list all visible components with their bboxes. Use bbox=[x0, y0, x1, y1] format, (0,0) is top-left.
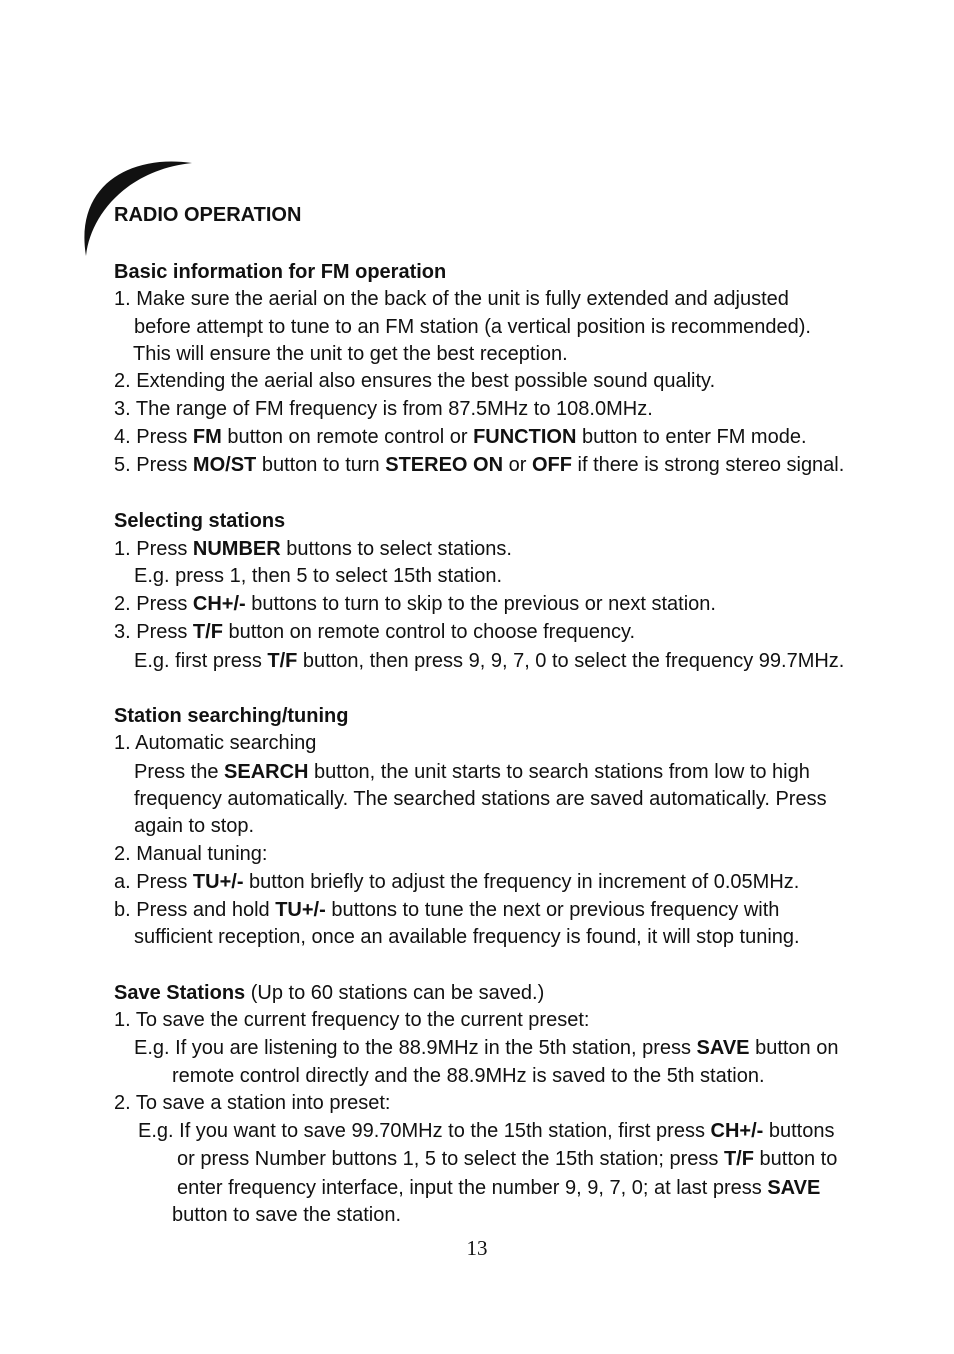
save-item-2-example: E.g. If you want to save 99.70MHz to the 15th station, first press CH+/- buttons bbox=[138, 1120, 835, 1142]
search-item-1-desc: Press the SEARCH button, the unit starts to search stations from low to high bbox=[134, 761, 810, 783]
heading-searching: Station searching/tuning bbox=[114, 705, 349, 727]
section-title: RADIO OPERATION bbox=[114, 204, 302, 226]
fm-item-1-cont: before attempt to tune to an FM station (a vertical position is recommended). bbox=[134, 316, 811, 338]
save-item-1-example-cont: remote control directly and the 88.9MHz is saved to the 5th station. bbox=[172, 1065, 765, 1087]
fm-item-2: 2. Extending the aerial also ensures the best possible sound quality. bbox=[114, 370, 716, 392]
search-item-b-cont: sufficient reception, once an available frequency is found, it will stop tuning. bbox=[134, 926, 800, 948]
search-item-1: 1. Automatic searching bbox=[114, 732, 317, 754]
search-item-2: 2. Manual tuning: bbox=[114, 843, 268, 865]
fm-item-3: 3. The range of FM frequency is from 87.5MHz to 108.0MHz. bbox=[114, 398, 653, 420]
search-item-1-desc3: again to stop. bbox=[134, 815, 255, 837]
fm-item-5: 5. Press MO/ST button to turn STEREO ON or OFF if there is strong stereo signal. bbox=[114, 454, 845, 476]
save-item-1: 1. To save the current frequency to the current preset: bbox=[114, 1009, 590, 1031]
save-item-2-example-cont2: enter frequency interface, input the number 9, 9, 7, 0; at last press SAVE bbox=[177, 1177, 821, 1199]
fm-item-4: 4. Press FM button on remote control or FUNCTION button to enter FM mode. bbox=[114, 426, 807, 448]
search-item-a: a. Press TU+/- button briefly to adjust the frequency in increment of 0.05MHz. bbox=[114, 871, 800, 893]
sel-item-3: 3. Press T/F button on remote control to choose frequency. bbox=[114, 621, 636, 643]
sel-item-3-example: E.g. first press T/F button, then press 9, 9, 7, 0 to select the frequency 99.7MHz. bbox=[134, 650, 845, 672]
heading-selecting: Selecting stations bbox=[114, 510, 286, 532]
fm-item-1-cont2: This will ensure the unit to get the best reception. bbox=[133, 343, 568, 365]
save-item-2-example-cont3: button to save the station. bbox=[172, 1204, 402, 1226]
save-item-2: 2. To save a station into preset: bbox=[114, 1092, 391, 1114]
sel-item-1: 1. Press NUMBER buttons to select stations. bbox=[114, 538, 512, 560]
fm-item-1: 1. Make sure the aerial on the back of the unit is fully extended and adjusted bbox=[114, 288, 789, 310]
save-item-1-example: E.g. If you are listening to the 88.9MHz in the 5th station, press SAVE button on bbox=[134, 1037, 839, 1059]
save-item-2-example-cont: or press Number buttons 1, 5 to select the 15th station; press T/F button to bbox=[177, 1148, 838, 1170]
sel-item-2: 2. Press CH+/- buttons to turn to skip to the previous or next station. bbox=[114, 593, 716, 615]
search-item-1-desc2: frequency automatically. The searched stations are saved automatically. Press bbox=[134, 788, 827, 810]
search-item-b: b. Press and hold TU+/- buttons to tune the next or previous frequency with bbox=[114, 899, 780, 921]
sel-item-1-example: E.g. press 1, then 5 to select 15th station. bbox=[134, 565, 502, 587]
heading-fm-basics: Basic information for FM operation bbox=[114, 261, 447, 283]
page-number: 13 bbox=[466, 1236, 488, 1260]
heading-save: Save Stations (Up to 60 stations can be saved.) bbox=[114, 982, 545, 1004]
